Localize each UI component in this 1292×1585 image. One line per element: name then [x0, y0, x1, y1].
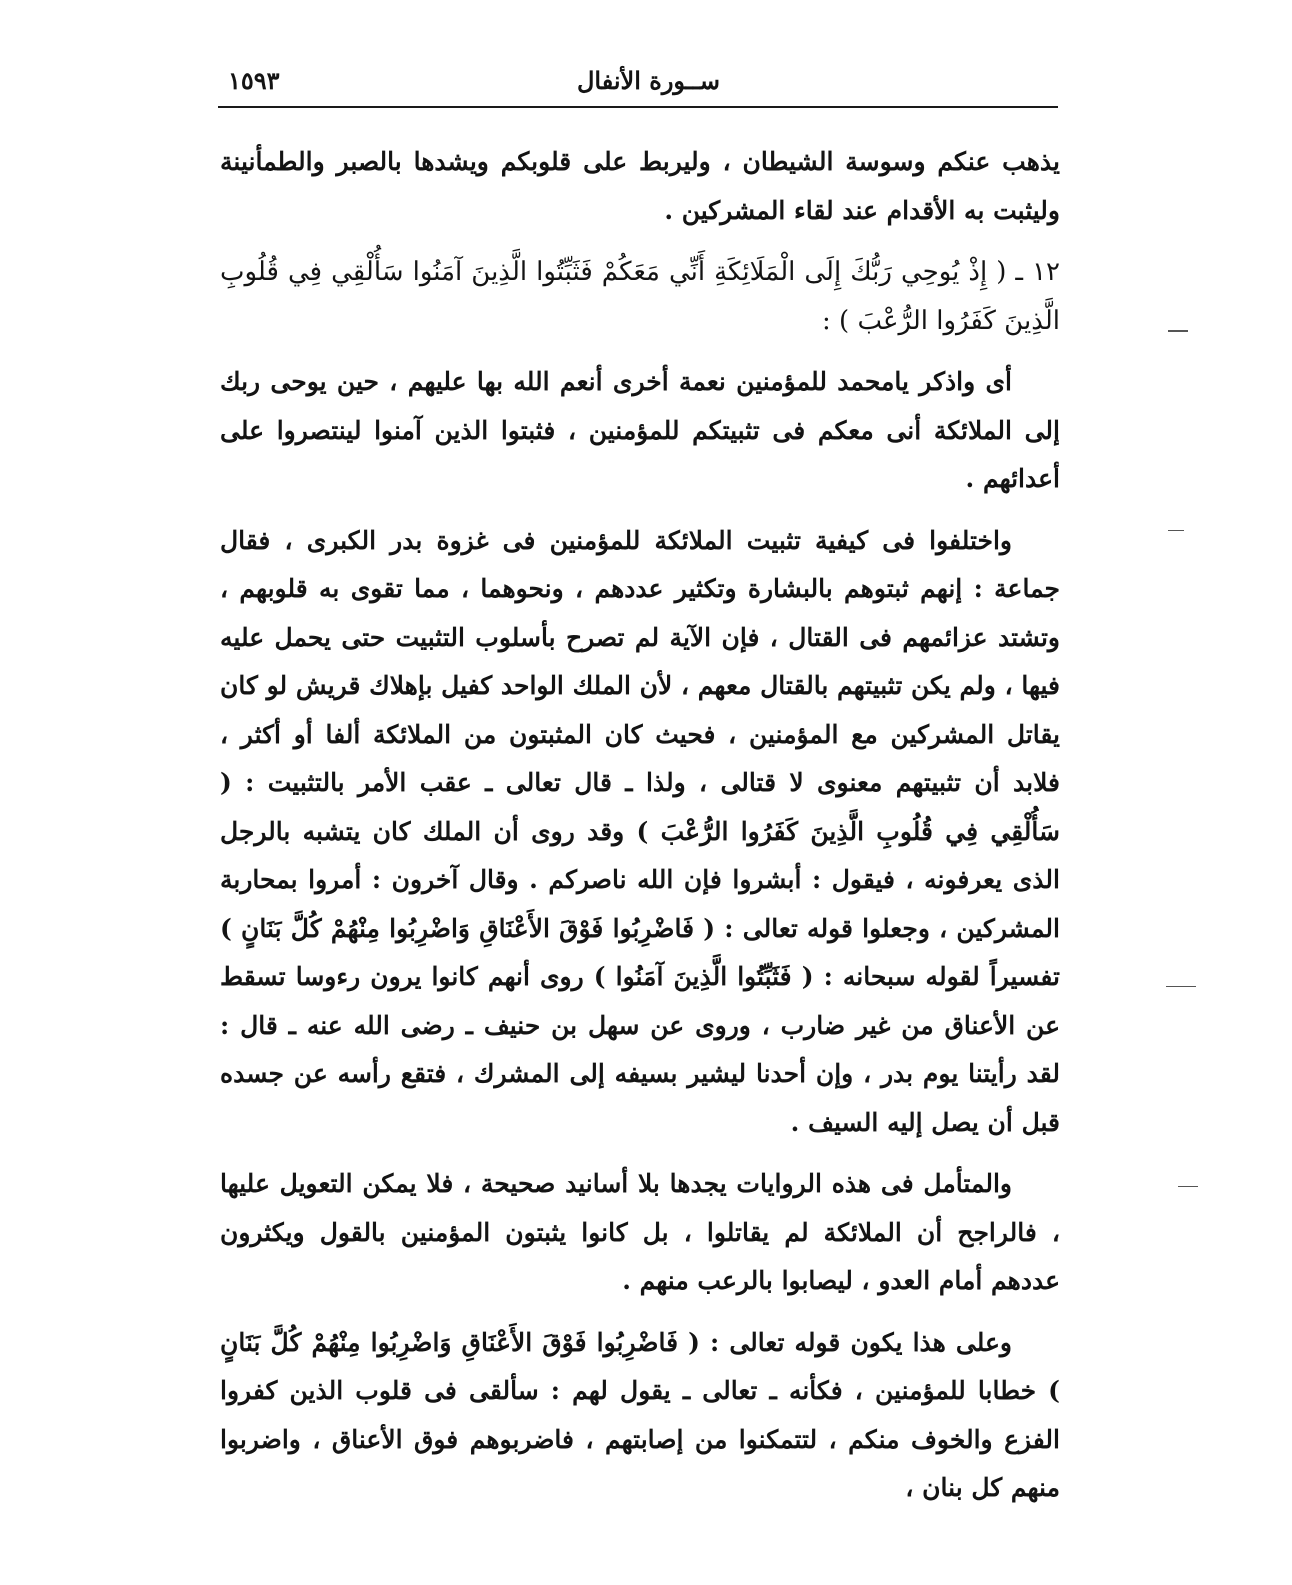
page-body [220, 138, 1060, 1526]
page-header [220, 62, 1060, 100]
page-number: ١٥٩٣ [228, 66, 280, 95]
scan-mark [1166, 986, 1196, 987]
paragraph-disagreement: واختلفوا فى كيفية تثبيت الملائكة للمؤمنين فى غزوة بدر الكبرى ، فقال جماعة : إنهم ثبتوهم بالبشارة وتكثير عددهم ، ونحوهما ، مما تقوى به قلوبهم ، وتشتد عزائمهم فى القتال ، فإن الآية لم تصرح بأسلوب التثبيت حتى يحمل عليه فيها ، ولم يكن تثبيتهم بالقتال معهم ، لأن الملك الواحد كفيل بإهلاك قريش لو كان يقاتل المشركين مع المؤمنين ، فحيث كان المثبتون من الملائكة ألفا أو أكثر ، فلابد أن تثبيتهم معنوى لا قتالى ، ولذا ـ قال تعالى ـ عقب الأمر بالتثبيت : ( سَأُلْقِي فِي قُلُوبِ الَّذِينَ كَفَرُوا الرُّعْبَ ) وقد روى أن الملك كان يتشبه بالرجل الذى يعرفونه ، فيقول : أبشروا فإن الله ناصركم . وقال آخرون : أمروا بمحاربة المشركين ، وجعلوا قوله تعالى : ( فَاضْرِبُوا فَوْقَ الأَعْنَاقِ وَاضْرِبُوا مِنْهُمْ كُلَّ بَنَانٍ ) تفسيراً لقوله سبحانه : ( فَثَبِّتُوا الَّذِينَ آمَنُوا ) روى أنهم كانوا يرون رءوسا تسقط عن الأعناق من غير ضارب ، وروى عن سهل بن حنيف ـ رضى الله عنه ـ قال : لقد رأيتنا يوم بدر ، وإن أحدنا ليشير بسيفه إلى المشرك ، فتقع رأسه عن جسده قبل أن يصل إليه السيف . [220, 525, 1060, 1137]
scan-mark [1168, 330, 1188, 332]
paragraph-assessment: والمتأمل فى هذه الروايات يجدها بلا أسانيد صحيحة ، فلا يمكن التعويل عليها ، فالراجح أن الملائكة لم يقاتلوا ، بل كانوا يثبتون المؤمنين بالقول ويكثرون عددهم أمام العدو ، ليصابوا بالرعب منهم . [220, 1169, 1060, 1295]
scan-mark [1168, 530, 1184, 531]
verse-12: ١٢ ـ ( إِذْ يُوحِي رَبُّكَ إِلَى الْمَلَائِكَةِ أَنِّي مَعَكُمْ فَثَبِّتُوا الَّذِينَ آمَنُوا سَأُلْقِي فِي قُلُوبِ الَّذِينَ كَفَرُوا الرُّعْبَ ) : [220, 257, 1060, 336]
scan-mark [1178, 1186, 1198, 1187]
paragraph-explanation: أى واذكر يامحمد للمؤمنين نعمة أخرى أنعم الله بها عليهم ، حين يوحى ربك إلى الملائكة أنى معكم فى تثبيتكم للمؤمنين ، فثبتوا الذين آمنوا لينتصروا على أعدائهم . [220, 367, 1060, 493]
paragraph-conclusion: وعلى هذا يكون قوله تعالى : ( فَاضْرِبُوا فَوْقَ الأَعْنَاقِ وَاضْرِبُوا مِنْهُمْ كُلَّ بَنَانٍ ) خطابا للمؤمنين ، فكأنه ـ تعالى ـ يقول لهم : سألقى فى قلوب الذين كفروا الفزع والخوف منكم ، لتتمكنوا من إصابتهم ، فاضربوهم فوق الأعناق ، واضربوا منهم كل بنان ، [220, 1327, 1060, 1502]
paragraph-continuation: يذهب عنكم وسوسة الشيطان ، وليربط على قلوبكم ويشدها بالصبر والطمأنينة وليثبت به الأقدام عند لقاء المشركين . [220, 147, 1060, 225]
header-rule [218, 106, 1058, 108]
surah-title: ســورة الأنفال [576, 66, 720, 95]
